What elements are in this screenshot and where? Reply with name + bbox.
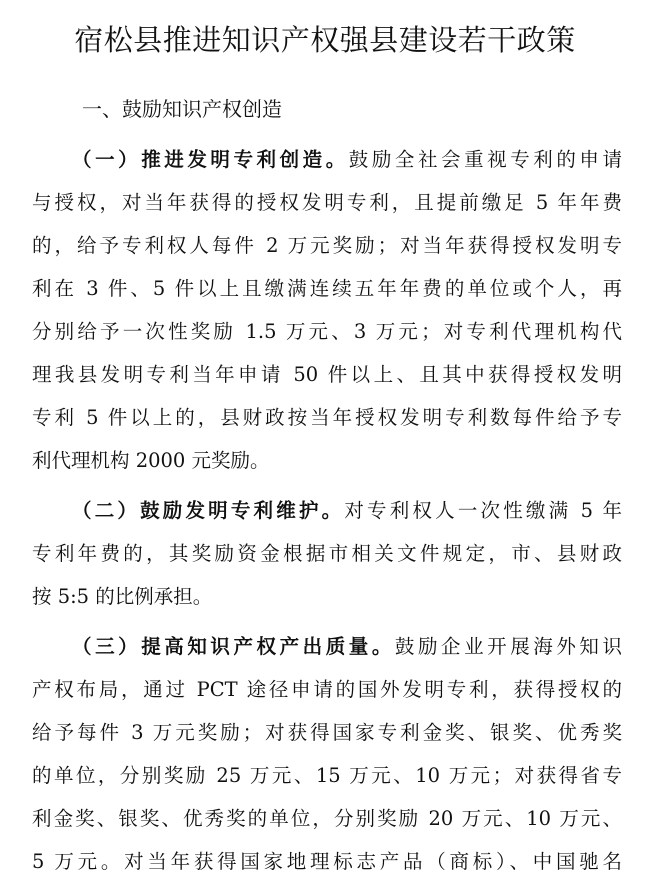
paragraph-line: 专利 5 件以上的，县财政按当年授权发明专利数每件给予专: [32, 406, 622, 429]
paragraph-line: [72, 497, 622, 525]
paragraph-text: 对专利权人一次性缴满 5 年: [344, 499, 622, 522]
paragraph-line: 分别给予一次性奖励 1.5 万元、3 万元；对专利代理机构代: [32, 320, 622, 343]
item-heading: （三）提高知识产权产出质量。: [72, 635, 395, 658]
document-title: 宿松县推进知识产权强县建设若干政策: [74, 23, 576, 57]
paragraph-line: 利在 3 件、5 件以上且缴满连续五年年费的单位或个人，再: [32, 277, 622, 300]
paragraph-line: 与授权，对当年获得的授权发明专利，且提前缴足 5 年年费: [32, 191, 622, 214]
item-heading: （二）鼓励发明专利维护。: [72, 499, 345, 522]
paragraph-text: 鼓励企业开展海外知识: [394, 635, 622, 658]
paragraph-line: 给予每件 3 万元奖励；对获得国家专利金奖、银奖、优秀奖: [32, 721, 622, 744]
paragraph-line: 理我县发明专利当年申请 50 件以上、且其中获得授权发明: [32, 363, 622, 386]
paragraph-line: 利代理机构 2000 元奖励。: [32, 449, 270, 472]
paragraph-line: [72, 146, 622, 174]
paragraph-line: 的，给予专利权人每件 2 万元奖励；对当年获得授权发明专: [32, 234, 622, 257]
paragraph-line: 按 5:5 的比例承担。: [32, 585, 213, 608]
paragraph-line: 的单位，分别奖励 25 万元、15 万元、10 万元；对获得省专: [32, 764, 622, 787]
paragraph-text: 鼓励全社会重视专利的申请: [348, 148, 622, 171]
paragraph-line: 产权布局，通过 PCT 途径申请的国外发明专利，获得授权的: [32, 678, 622, 701]
paragraph-line: 5 万元。对当年获得国家地理标志产品（商标）、中国驰名: [32, 850, 622, 873]
section-heading: 一、鼓励知识产权创造: [82, 97, 282, 121]
paragraph-line: 利金奖、银奖、优秀奖的单位，分别奖励 20 万元、10 万元、: [32, 807, 622, 830]
paragraph-line: 专利年费的，其奖励资金根据市相关文件规定，市、县财政: [32, 542, 622, 565]
paragraph-line: [72, 633, 622, 661]
item-heading: （一）推进发明专利创造。: [72, 148, 349, 171]
